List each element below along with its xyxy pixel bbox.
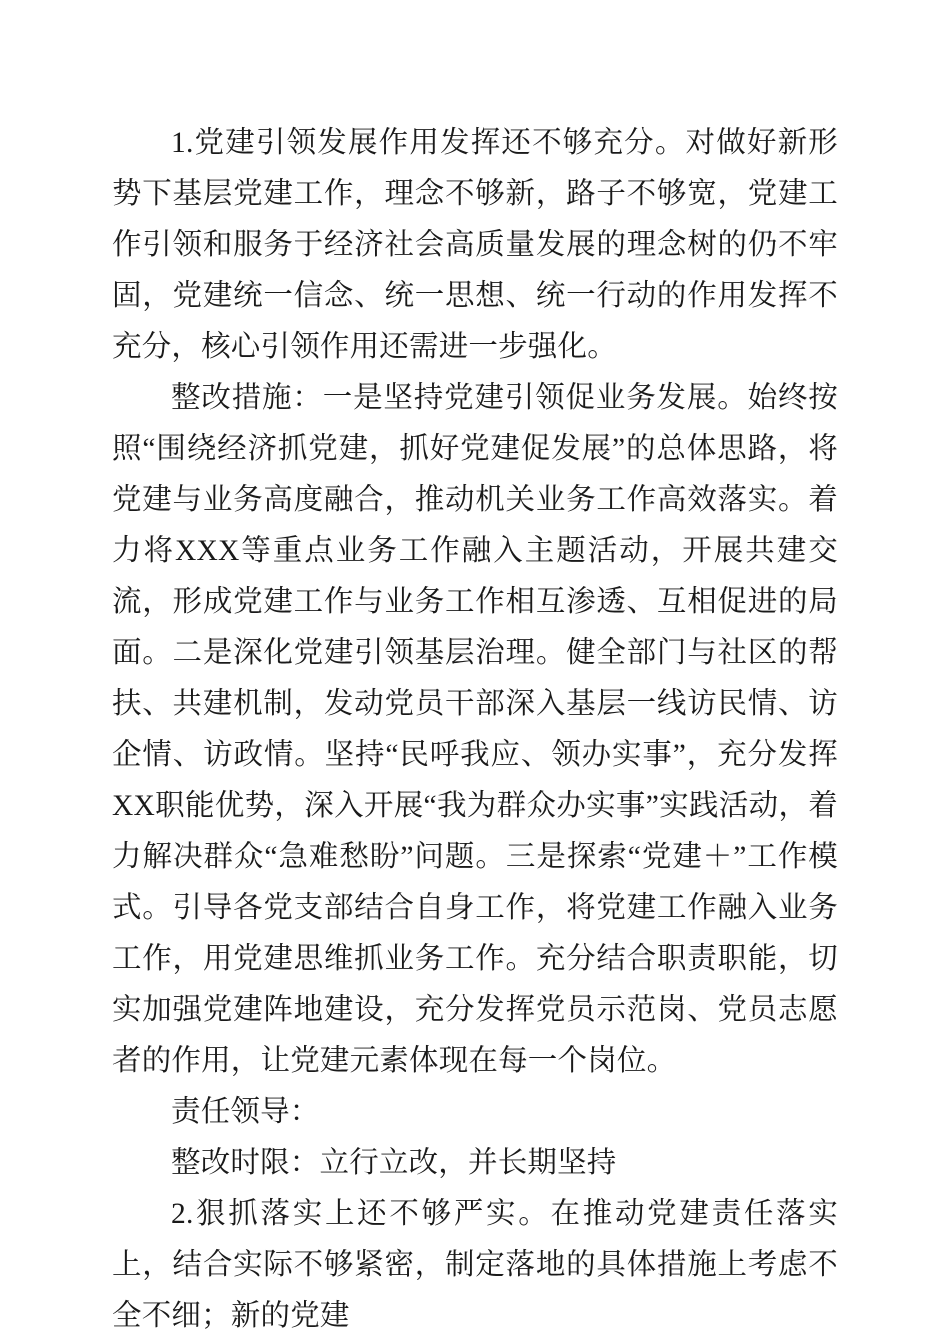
paragraph-2: 整改措施：一是坚持党建引领促业务发展。始终按照“围绕经济抓党建，抓好党建促发展”的总体思路，将党建与业务高度融合，推动机关业务工作高效落实。着力将XXX等重点业务工作融入主题活动，开展共建交流，形成党建工作与业务工作相互渗透、互相促进的局面。二是深化党建引领基层治理。健全部门与社区的帮扶、共建机制，发动党员干部深入基层一线访民情、访企情、访政情。坚持“民呼我应、领办实事”，充分发挥XX职能优势，深入开展“我为群众办实事”实践活动，着力解决群众“急难愁盼”问题。三是探索“党建＋”工作模式。引导各党支部结合自身工作，将党建工作融入业务工作，用党建思维抓业务工作。充分结合职责职能，切实加强党建阵地建设，充分发挥党员示范岗、党员志愿者的作用，让党建元素体现在每一个岗位。 xyxy=(112,382,838,1077)
document-body xyxy=(112,118,838,1342)
paragraph-4: 整改时限：立行立改，并长期坚持 xyxy=(171,1147,617,1179)
paragraph-3: 责任领导： xyxy=(171,1096,320,1128)
paragraph-5: 2.狠抓落实上还不够严实。在推动党建责任落实上，结合实际不够紧密，制定落地的具体措施上考虑不全不细；新的党建 xyxy=(112,1198,838,1332)
paragraph-1: 1.党建引领发展作用发挥还不够充分。对做好新形势下基层党建工作，理念不够新，路子不够宽，党建工作引领和服务于经济社会高质量发展的理念树的仍不牢固，党建统一信念、统一思想、统一行动的作用发挥不充分，核心引领作用还需进一步强化。 xyxy=(112,127,838,363)
